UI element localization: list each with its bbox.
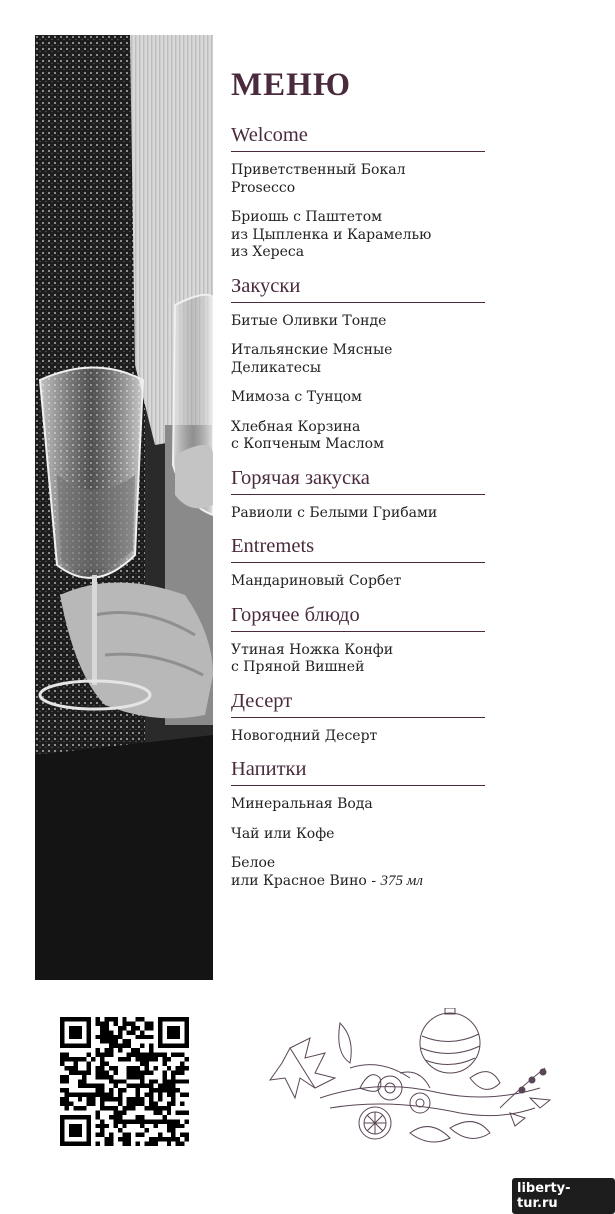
- menu-section: [231, 689, 485, 746]
- watermark: liberty-tur.ru: [512, 1178, 615, 1214]
- menu-item: [231, 505, 485, 523]
- menu-item: [231, 642, 485, 677]
- section-title: Напитки: [231, 757, 485, 786]
- menu-item-text: Битые Оливки Тонде: [231, 312, 387, 329]
- menu-item: [231, 209, 485, 262]
- menu-item-text: Новогодний Десерт: [231, 727, 378, 744]
- photo-champagne-glasses: [35, 35, 213, 980]
- menu-section: [231, 534, 485, 591]
- menu-item-text: Итальянские Мясные Деликатесы: [231, 342, 393, 376]
- menu-item-text: Мандариновый Сорбет: [231, 573, 402, 589]
- section-title: Welcome: [231, 123, 485, 152]
- menu-item-text: Мимоза с Тунцом: [231, 389, 362, 405]
- section-title: Entremets: [231, 534, 485, 563]
- section-title: Десерт: [231, 689, 485, 718]
- menu-section: [231, 123, 485, 262]
- section-title: Горячая закуска: [231, 466, 485, 495]
- qr-code-icon[interactable]: [60, 1017, 189, 1146]
- menu-item-text: Хлебная Корзина с Копченым Маслом: [231, 418, 384, 452]
- menu-section: [231, 466, 485, 523]
- menu-item-text: Минеральная Вода: [231, 796, 373, 812]
- menu-column: [231, 65, 485, 902]
- menu-item-text: Утиная Ножка Конфи с Пряной Вишней: [231, 641, 394, 675]
- menu-section: [231, 274, 485, 454]
- menu-item: [231, 826, 485, 844]
- menu-item: [231, 573, 485, 591]
- menu-item: [231, 162, 485, 197]
- menu-section: [231, 603, 485, 677]
- menu-item: [231, 313, 485, 331]
- menu-item: [231, 855, 485, 890]
- menu-section: [231, 757, 485, 890]
- menu-item-text: Бриошь с Паштетом из Цыпленка и Карамелью из Хереса: [231, 209, 432, 260]
- menu-item-text: Белое или Красное Вино -: [231, 855, 377, 889]
- menu-item-text: Равиоли с Белыми Грибами: [231, 504, 438, 521]
- menu-item-text: Приветственный Бокал Prosecco: [231, 162, 406, 196]
- menu-item: [231, 389, 485, 407]
- section-title: Горячее блюдо: [231, 603, 485, 632]
- menu-item-text: Чай или Кофе: [231, 825, 335, 842]
- menu-title: МЕНЮ: [231, 67, 351, 103]
- menu-item: [231, 796, 485, 814]
- christmas-floral-illustration: [260, 1008, 570, 1158]
- section-title: Закуски: [231, 274, 485, 303]
- menu-item: [231, 342, 485, 377]
- menu-item: [231, 419, 485, 454]
- menu-item: [231, 728, 485, 746]
- wine-volume: 375 мл: [380, 872, 423, 889]
